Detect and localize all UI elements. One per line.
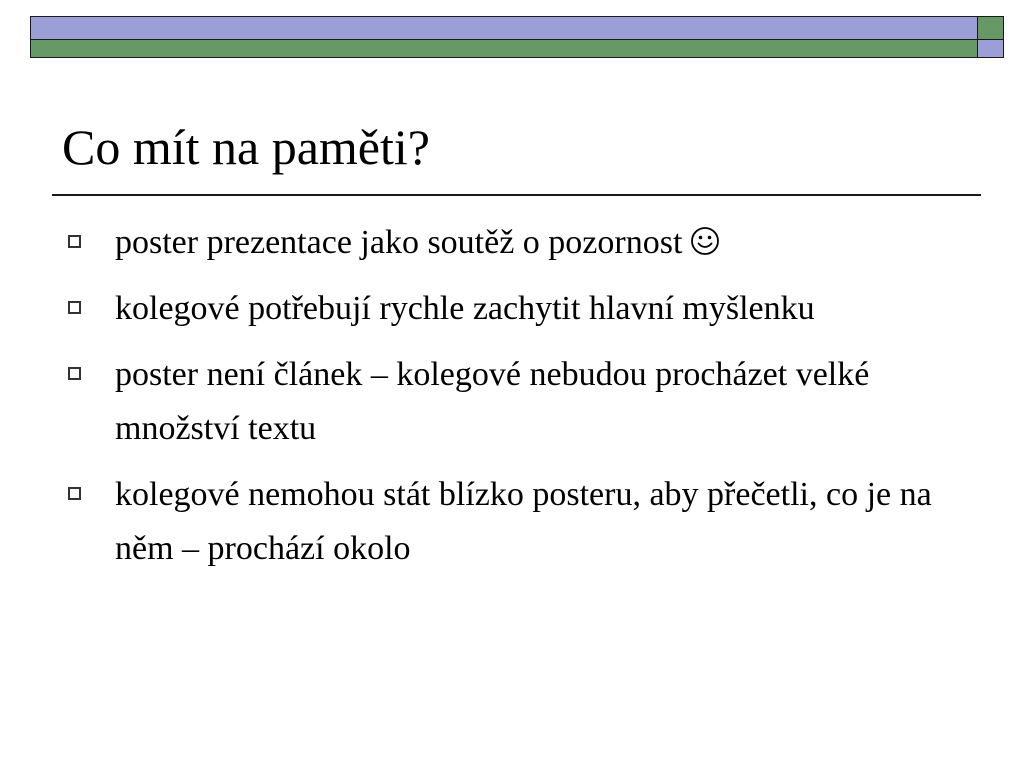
header-decor-bar-bottom (30, 40, 978, 58)
hollow-square-bullet-icon (68, 235, 81, 248)
smiley-icon (690, 226, 720, 256)
bullet-item (62, 282, 962, 336)
bullet-text: poster prezentace jako soutěž o pozornost (115, 224, 683, 261)
title-divider (52, 194, 981, 196)
bullet-item (62, 216, 962, 270)
hollow-square-bullet-icon (68, 301, 81, 314)
bullet-list (62, 216, 962, 588)
bullet-item (62, 468, 962, 576)
bullet-text: kolegové nemohou stát blízko posteru, aby přečetli, co je na něm – prochází okolo (115, 476, 932, 567)
hollow-square-bullet-icon (68, 367, 81, 380)
header-decor-square-bottom (978, 40, 1004, 58)
bullet-text: kolegové potřebují rychle zachytit hlavní myšlenku (115, 290, 815, 327)
hollow-square-bullet-icon (68, 487, 81, 500)
bullet-text: poster není článek – kolegové nebudou procházet velké množství textu (115, 356, 870, 447)
header-decor-square-top (978, 16, 1004, 40)
header-decor-bar-top (30, 16, 978, 40)
slide-title: Co mít na paměti? (62, 119, 430, 175)
bullet-item (62, 348, 962, 456)
